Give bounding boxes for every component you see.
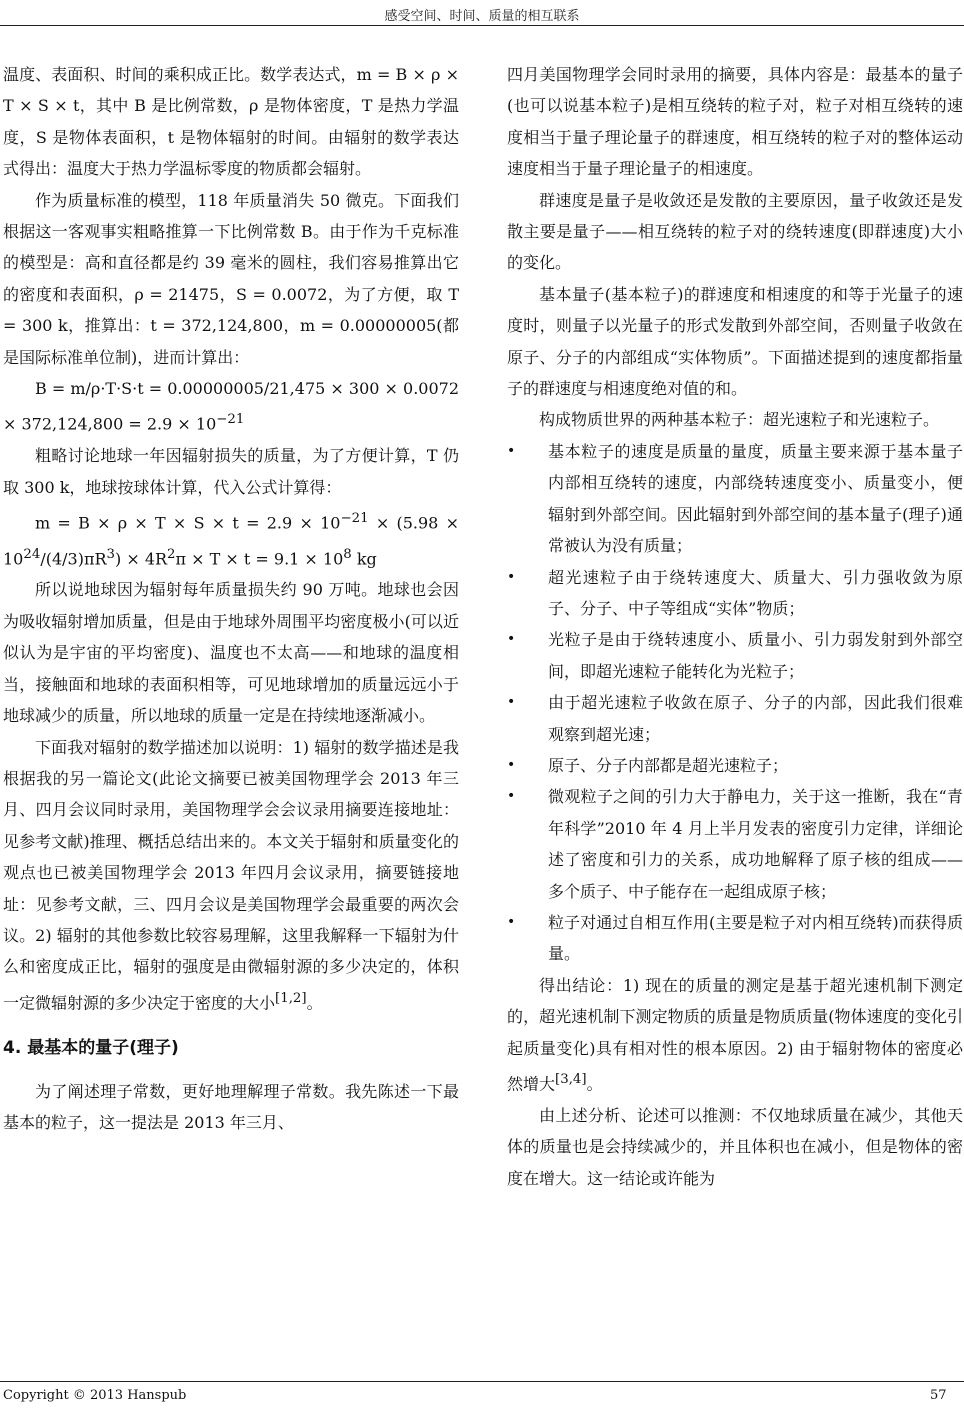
- equation-text: kg: [351, 549, 377, 569]
- citation: [3,4]: [555, 1072, 587, 1087]
- paragraph: 群速度是量子是收敛还是发散的主要原因，量子收敛还是发散主要是量子——相互绕转的粒子对的绕转速度(即群速度)大小的变化。: [507, 190, 963, 273]
- page-number: 57: [930, 1388, 947, 1403]
- paragraph-text: 得出结论：1) 现在的质量的测定是基于超光速机制下测定的，超光速机制下测定物质的质量是物质质量(物体速度的变化引起质量变化)具有相对性的根本原因。2) 由于辐射物体的密度必然增大: [507, 975, 963, 1094]
- list-item: • 原子、分子内部都是超光速粒子；: [507, 750, 963, 781]
- paragraph: 由上述分析、论述可以推测：不仅地球质量在减少，其他天体的质量也是会持续减少的，并且体积也在减小，但是物体的密度在增大。这一结论或许能为: [507, 1105, 963, 1188]
- paragraph-text: 。: [586, 1074, 603, 1094]
- list-item: • 由于超光速粒子收敛在原子、分子的内部，因此我们很难观察到超光速；: [507, 687, 963, 750]
- bullet-list: [507, 436, 963, 970]
- equation-exponent: 8: [343, 546, 352, 562]
- paragraph-text: 。: [306, 993, 323, 1013]
- equation-text: /(4/3)πR: [40, 549, 107, 569]
- equation-text: × (5.98 × 10: [3, 513, 460, 569]
- equation-exponent: 3: [106, 546, 115, 562]
- paragraph: 构成物质世界的两种基本粒子：超光速粒子和光速粒子。: [539, 410, 940, 430]
- equation-text: B = m/ρ·T·S·t = 0.00000005/21,475 × 300 × 0.0072 × 372,124,800 = 2.9 × 10: [3, 379, 459, 434]
- paragraph: 基本量子(基本粒子)的群速度和相速度的和等于光量子的速度时，则量子以光量子的形式发散到外部空间，否则量子收敛在原子、分子的内部组成“实体物质”。下面描述提到的速度都指量子的群速度与相速度绝对值的和。: [507, 284, 963, 399]
- paragraph: 为了阐述理子常数，更好地理解理子常数。我先陈述一下最基本的粒子，这一提法是 2013 年三月、: [3, 1081, 459, 1132]
- header-rule: [0, 25, 964, 26]
- equation-exponent: 2: [167, 546, 176, 562]
- equation-exponent: 24: [23, 546, 41, 562]
- equation-exponent: −21: [340, 511, 369, 527]
- equation-b: [3, 373, 459, 440]
- copyright-notice: Copyright © 2013 Hanspub: [3, 1388, 187, 1403]
- paragraph: [3, 732, 459, 1019]
- list-item: • 基本粒子的速度是质量的量度，质量主要来源于基本量子内部相互绕转的速度，内部绕转速度变小、质量变小，便辐射到外部空间。因此辐射到外部空间的基本量子(理子)通常被认为没有质量；: [507, 436, 963, 562]
- left-column: [3, 59, 459, 1138]
- equation-text: ) × 4R: [115, 549, 168, 569]
- equation-m: [3, 503, 459, 574]
- paragraph: 粗略讨论地球一年因辐射损失的质量，为了方便计算，T 仍取 300 k，地球按球体计算，代入公式计算得：: [3, 446, 459, 497]
- paragraph: 所以说地球因为辐射每年质量损失约 90 万吨。地球也会因为吸收辐射增加质量，但是由于地球外周围平均密度极小(可以近似认为是宇宙的平均密度)、温度也不太高——和地球的温度相当，接触面和地球的表面积相等，可见地球增加的质量远远小于地球减少的质量，所以地球的质量一定是在持续地逐渐减小。: [3, 580, 459, 726]
- footer-rule: [0, 1381, 964, 1382]
- equation-text: π × T × t = 9.1 × 10: [175, 549, 344, 569]
- right-column: [507, 59, 963, 1194]
- paragraph-text: 下面我对辐射的数学描述加以说明：1) 辐射的数学描述是我根据我的另一篇论文(此论文摘要已被美国物理学会 2013 年三月、四月会议同时录用，美国物理学会会议录用摘要连接地址：见参考文献)推理、概括总结出来的。本文关于辐射和质量变化的观点也已被美国物理学会 2013 年四月会议录用，摘要链接地址：见参考文献，三、四月会议是美国物理学会最重要的两次会议。2) 辐射的其他参数比较容易理解，这里我解释一下辐射为什么和密度成正比，辐射的强度是由微辐射源的多少决定的，体积一定微辐射源的多少决定于密度的大小: [3, 737, 459, 1013]
- section-heading: 4. 最基本的量子(理子): [3, 1037, 179, 1058]
- equation-exponent: −21: [216, 412, 245, 428]
- paragraph: [507, 970, 963, 1100]
- list-item: • 超光速粒子由于绕转速度大、质量大、引力强收敛为原子、分子、中子等组成“实体”物质；: [507, 562, 963, 625]
- list-item: • 光粒子是由于绕转速度小、质量小、引力弱发射到外部空间，即超光速粒子能转化为光粒子；: [507, 624, 963, 687]
- paragraph: 四月美国物理学会同时录用的摘要，具体内容是：最基本的量子(也可以说基本粒子)是相互绕转的粒子对，粒子对相互绕转的速度相当于量子理论量子的群速度，相互绕转的粒子对的整体运动速度相当于量子理论量子的相速度。: [507, 65, 963, 179]
- citation: [1,2]: [275, 990, 307, 1006]
- running-head: 感受空间、时间、质量的相互联系: [384, 9, 580, 24]
- equation-text: m = B × ρ × T × S × t = 2.9 × 10: [35, 513, 341, 533]
- paragraph: 温度、表面积、时间的乘积成正比。数学表达式，m = B × ρ × T × S × t，其中 B 是比例常数，ρ 是物体密度，T 是热力学温度，S 是物体表面积，t 是物体辐射的时间。由辐射的数学表达式得出：温度大于热力学温标零度的物质都会辐射。: [3, 65, 459, 179]
- paragraph: 作为质量标准的模型，118 年质量消失 50 微克。下面我们根据这一客观事实粗略推算一下比例常数 B。由于作为千克标准的模型是：高和直径都是约 39 毫米的圆柱，我们容易推算出它的密度和表面积，ρ = 21475，S = 0.0072，为了方便，取 T = 300 k，推算出：t = 372,124,800，m = 0.00000005(都是国际标准单位制)，进而计算出：: [3, 190, 459, 367]
- list-item: • 微观粒子之间的引力大于静电力，关于这一推断，我在“青年科学”2010 年 4 月上半月发表的密度引力定律，详细论述了密度和引力的关系，成功地解释了原子核的组成——多个质子、中子能存在一起组成原子核；: [507, 781, 963, 907]
- list-item: • 粒子对通过自相互作用(主要是粒子对内相互绕转)而获得质量。: [507, 907, 963, 970]
